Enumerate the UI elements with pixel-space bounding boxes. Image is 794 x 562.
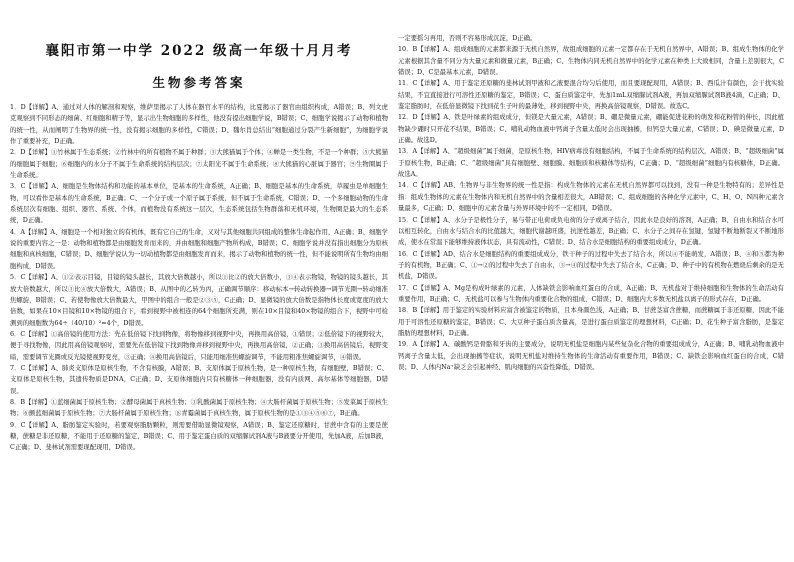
right-column — [398, 0, 784, 562]
answer-paragraph: 19．A【详解】A、碳酸钙是骨骼和牙齿的主要成分，说明无机盐是细胞内某些复杂化合物的重要组成成分，A正确；B、哺乳动物血液中钙离子含量太低，会出现抽搐等症状，说明无机盐对维持生物体的生命活动有重要作用，B错误；C、缺铁会影响血红蛋白的合成，C错误；D、人体内Na⁺缺乏会引起神经、肌肉细胞的兴奋性降低，D错误。 — [398, 341, 784, 371]
page-subtitle: 生物参考答案 — [152, 75, 246, 90]
answer-paragraph: 11．C【详解】A、用于鉴定还原糖的斐林试剂甲液和乙液要混合均匀后使用，而且要现配现用，A错误；B、西瓜汁有颜色，会干扰实验结果，不宜直接进行可溶性还原糖的鉴定，B错误；C、蛋白质鉴定中，先加1mL双缩脲试剂A液，再加双缩脲试剂B液4滴，C正确；D、鉴定脂肪时，在低倍显微镜下找到花生子叶的最薄处，移到视野中央，再换高倍镜观察，D错误。故选C。 — [398, 80, 784, 111]
answer-paragraph: 4．A【详解】A、细胞是一个相对独立的有机体，既有它自己的生命，又对与其他细胞共同组成的整体生命起作用，A正确；B、细胞学说的重要内容之一是：动物和植物都是由细胞发育而来的，并由细胞和细胞产物所构成，B错误；C、细胞学说并没有指出细胞分为原核细胞和真核细胞，C错误；D、细胞学说认为一切动植物都是由细胞发育而来，揭示了动物和植物的统一性，但不能说明所有生物均由细胞构成，D错误。 — [10, 228, 388, 270]
answer-paragraph: 2．D【详解】①竹林属于生态系统；②竹林中的所有植物不属于种群；③大熊猫属于个体；④蝉是一类生物，不是一个种群；⑤大熊猫的细胞属于细胞；⑥细胞内的水分子不属于生命系统的结构层次；⑦太阳光不属于生命系统；⑧大熊猫的心脏属于器官；⑨生物圈属于生命系统。 — [10, 149, 388, 180]
right-answer-list — [398, 33, 784, 373]
page-title: 襄阳市第一中学 2022 级高一年级十月月考 — [45, 43, 353, 59]
left-answer-list — [10, 102, 388, 454]
answer-paragraph: 10．B【详解】A、组成细胞的元素都来源于无机自然界，故组成细胞的元素一定都存在于无机自然界中，A错误；B、组成生物体的化学元素根据其含量不同分为大量元素和微量元素，B正确；C、生物体内同无机自然界中的化学元素在种类上大致相同，含量上差别很大，C错误；D、C是最基本元素，D错误。 — [398, 46, 784, 77]
answer-paragraph: 9．C【详解】A、脂肪鉴定实验时，若要观察脂肪颗粒，则需要借助显微镜观察，A错误；B、鉴定还原糖时，甘蔗中含有的主要是蔗糖，蔗糖是非还原糖，不能用于还原糖的鉴定，B错误；C、用于鉴定蛋白质的双缩脲试剂A液与B液要分开使用，先加A液，后加B液，C正确；D、斐林试剂需要现配现用，D错误。 — [10, 421, 388, 452]
answer-paragraph: 7．C【详解】A、肺炎支原体是原核生物，不含有核膜，A错误；B、支原体属于原核生物，是一种原核生物，有细胞壁，B错误；C、支原体是原核生物，其遗传物质是DNA，C正确；D、支原体细胞内只有核糖体一种细胞器，没有内质网、高尔基体等细胞器，D错误。 — [10, 364, 388, 395]
answer-paragraph: 12．D【详解】A、铁是叶绿素的组成成分，但镁是大量元素，A错误；B、硼是微量元素，硼能促进花粉的萌发和花粉管的伸长，因此植物缺少硼时只开花不结果，B错误；C、哺乳动物血液中钙离子含量太低时会出现抽搐，但钙是大量元素，C错误；D、碘是微量元素，D正确。故选D。 — [398, 114, 784, 145]
answer-paragraph: 15．C【详解】A、水分子是极性分子，易与带正电荷或负电荷的分子或离子结合，因此水是良好的溶剂，A正确；B、自由水和结合水可以相互转化，自由水与结合水的比值越大，细胞代谢越旺盛，抗逆性越差，B正确；C、水分子之间存在氢键，氢键不断地断裂又不断地形成，使水在常温下能够维持液体状态，具有流动性，C错误；D、结合水是细胞结构的重要组成成分，D正确。 — [398, 216, 784, 247]
left-column — [10, 0, 388, 562]
answer-paragraph: 一定要摇匀再用，否则不容易形成沉淀，D正确。 — [398, 35, 537, 42]
answer-paragraph: 13．A【详解】A、“超级细菌”属于细菌，是原核生物，HIV病毒没有细胞结构，不属于生命系统的结构层次，A错误；B、“超级细菌”属于原核生物，B正确；C、“超级细菌”具有细胞壁、细胞膜、细胞质和核糖体等结构，C正确；D、“超级细菌”细胞内有核糖体，D正确。故选A。 — [398, 148, 784, 179]
answer-paragraph: 3．C【详解】A、细胞是生物体结构和功能的基本单位，是基本的生命系统，A正确；B、细胞是基本的生命系统，草履虫是单细胞生物，可以看作是基本的生命系统，B正确；C、一个分子或一个原子属于系统，但不属于生命系统，C错误；D、一个多细胞动物的生命系统层次有细胞、组织、器官、系统、个体，而植物没有系统这一层次，生态系统包括生物群落和无机环境，生物圈是最大的生态系统，D正确。 — [10, 183, 388, 225]
answer-paragraph: 18．B【详解】用于鉴定的实验材料应富含被鉴定的物质，且本身颜色浅，A正确；B、甘蔗茎富含蔗糖，而蔗糖属于非还原糖，因此不能用于可溶性还原糖的鉴定，B错误；C、大豆种子蛋白质含量高，是进行蛋白质鉴定的理想材料，C正确；D、花生种子富含脂肪，是鉴定脂肪的理想材料，D正确。 — [398, 307, 784, 337]
answer-paragraph: 8．B【详解】①蓝细菌属于原核生物；②酵母菌属于真核生物；③乳酸菌属于原核生物；④大肠杆菌属于原核生物；⑤发菜属于原核生物；⑥颤蓝细菌属于原核生物；⑦大肠杆菌属于原核生物；⑧青霉菌属于真核生物，属于原核生物的是①③④⑤⑥⑦，B正确。 — [10, 398, 388, 418]
answer-paragraph: 16．C【详解】AD、结合水是细胞结构的重要组成成分，铁干种子的过程中失去了结合水，所以④不能萌发，A错误；B、④和⑤都为种子的有机物，B正确；C、①→②的过程中失去了自由水，③→④的过程中失去了结合水，C正确；D、种子中的有机物在燃烧后剩余的是无机盐，D错误。 — [398, 250, 784, 281]
answer-paragraph: 1．D【详解】A、通过对人体的解剖和观察，维萨里揭示了人体在器官水平的结构，比夏揭示了器官由组织构成，A错误；B、列文虎克观察到不同形态的细菌、红细胞和精子等，显示出生物细胞的多样性，他没有提出细胞学说，B错误；C、细胞学说揭示了动物和植物的统一性，从而阐明了生物界的统一性，没有揭示细胞的多样性，C错误；D、魏尔肖总结出“细胞通过分裂产生新细胞”，为细胞学说作了重要补充，D正确。 — [10, 104, 388, 146]
answer-paragraph: 5．C【详解】A、①②表示目镜，目镜的镜头越长，其放大倍数越小，所以①比②的放大倍数小，③④表示物镜，物镜的镜头越长，其放大倍数越大，所以③比④放大倍数大，A错误；B、从图中的乙转为丙，正确调节顺序：移动标本→转动转换器→调节光圈→转动细准焦螺旋，B错误；C、若使物像放大倍数最大，甲图中的组合一般是②③⑤，C正确；D、显微镜的放大倍数是指物体长度或宽度的放大倍数，如果在10×目镜和10×物镜的组合下，看到视野中被相连的64个细胞所充满，则在10×目镜和40×物镜的组合下，视野中可检测到的细胞数为64÷（40/10）²=4个，D错误。 — [10, 274, 388, 327]
answer-paragraph: 6．C【详解】①高倍镜的使用方法：先在低倍镜下找到物像，将物像移到视野中央，再换用高倍镜，①错误；②低倍镜下的视野较大，便于寻找物像，因此用高倍镜观察时，需要先在低倍镜下找到物像并移到视野中央，再换用高倍镜，②正确；③换用高倍镜后，视野变暗，需要调节光圈或反光镜使视野变亮，③正确；④换用高倍镜后，只能用细准焦螺旋调节，不能用粗准焦螺旋调节，④错误。 — [10, 330, 388, 361]
answer-paragraph: 17．C【详解】A、Mg是构成叶绿素的元素，人体缺铁会影响血红蛋白的合成，A正确；B、无机盐对于维持细胞和生物体的生命活动有重要作用，B正确；C、无机盐可以参与生物体内重要化合物的组成，C错误；D、细胞内大多数无机盐以离子的形式存在，D正确。 — [398, 284, 784, 303]
answer-paragraph: 14．C【详解】AB、生物界与非生物界的统一性是指：构成生物体的元素在无机自然界都可以找到，没有一种是生物特有的；差异性是指：组成生物体的元素在生物体内和无机自然界中的含量相差很大，AB错误；C、组成细胞的各种化学元素中，C、H、O、N四种元素含量最多，C正确；D、细胞中的元素含量与外界环境中的不一定相同，D错误。 — [398, 182, 784, 213]
